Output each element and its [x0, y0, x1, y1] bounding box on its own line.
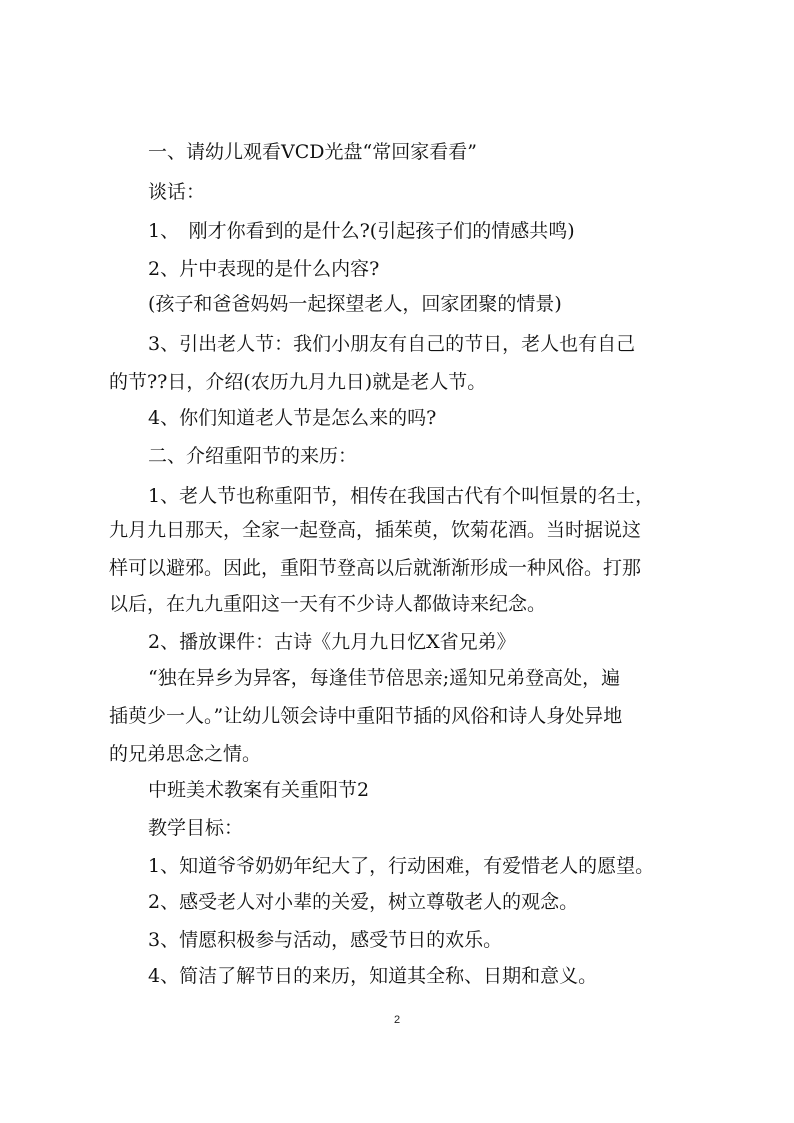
- section-heading: 二、介绍重阳节的来历：: [148, 445, 358, 467]
- text-line: 1、老人节也称重阳节，相传在我国古代有个叫恒景的名士，: [148, 485, 655, 507]
- text-line: 九月九日那天，全家一起登高，插茱萸，饮菊花酒。当时据说这: [109, 519, 642, 541]
- text-line: 4、简洁了解节日的来历，知道其全称、日期和意义。: [148, 965, 598, 987]
- text-line: 4、你们知道老人节是怎么来的吗?: [148, 407, 437, 429]
- text-line: 一、请幼儿观看VCD光盘“常回家看看”: [148, 141, 477, 163]
- text-line: 谈话：: [148, 181, 206, 203]
- section-heading: 教学目标：: [148, 817, 244, 839]
- text-line: 的兄弟思念之情。: [109, 743, 262, 765]
- text-line: 1、 刚才你看到的是什么?(引起孩子们的情感共鸣): [148, 220, 575, 242]
- text-line: 2、感受老人对小辈的关爱，树立尊敬老人的观念。: [148, 891, 579, 913]
- text-line: 以后，在九九重阳这一天有不少诗人都做诗来纪念。: [109, 593, 547, 615]
- text-line: 2、播放课件：古诗《九月九日忆X省兄弟》: [148, 631, 516, 653]
- text-line: 3、引出老人节：我们小朋友有自己的节日，老人也有自己: [148, 333, 636, 355]
- text-line: (孩子和爸爸妈妈一起探望老人，回家团聚的情景): [148, 293, 562, 315]
- text-line: 插萸少一人。”让幼儿领会诗中重阳节插的风俗和诗人身处异地: [109, 705, 623, 727]
- text-line: 2、片中表现的是什么内容?: [148, 258, 380, 280]
- poem-line: “独在异乡为异客，每逢佳节倍思亲;遥知兄弟登高处，遍: [148, 667, 621, 689]
- section-title: 中班美术教案有关重阳节2: [148, 779, 370, 801]
- text-line: 1、知道爷爷奶奶年纪大了，行动困难，有爱惜老人的愿望。: [148, 855, 655, 877]
- text-line: 的节??日，介绍(农历九月九日)就是老人节。: [109, 371, 487, 393]
- page-number: 2: [393, 1014, 401, 1026]
- text-line: 3、情愿积极参与活动，感受节日的欢乐。: [148, 929, 503, 951]
- text-line: 样可以避邪。因此，重阳节登高以后就渐渐形成一种风俗。打那: [109, 557, 642, 579]
